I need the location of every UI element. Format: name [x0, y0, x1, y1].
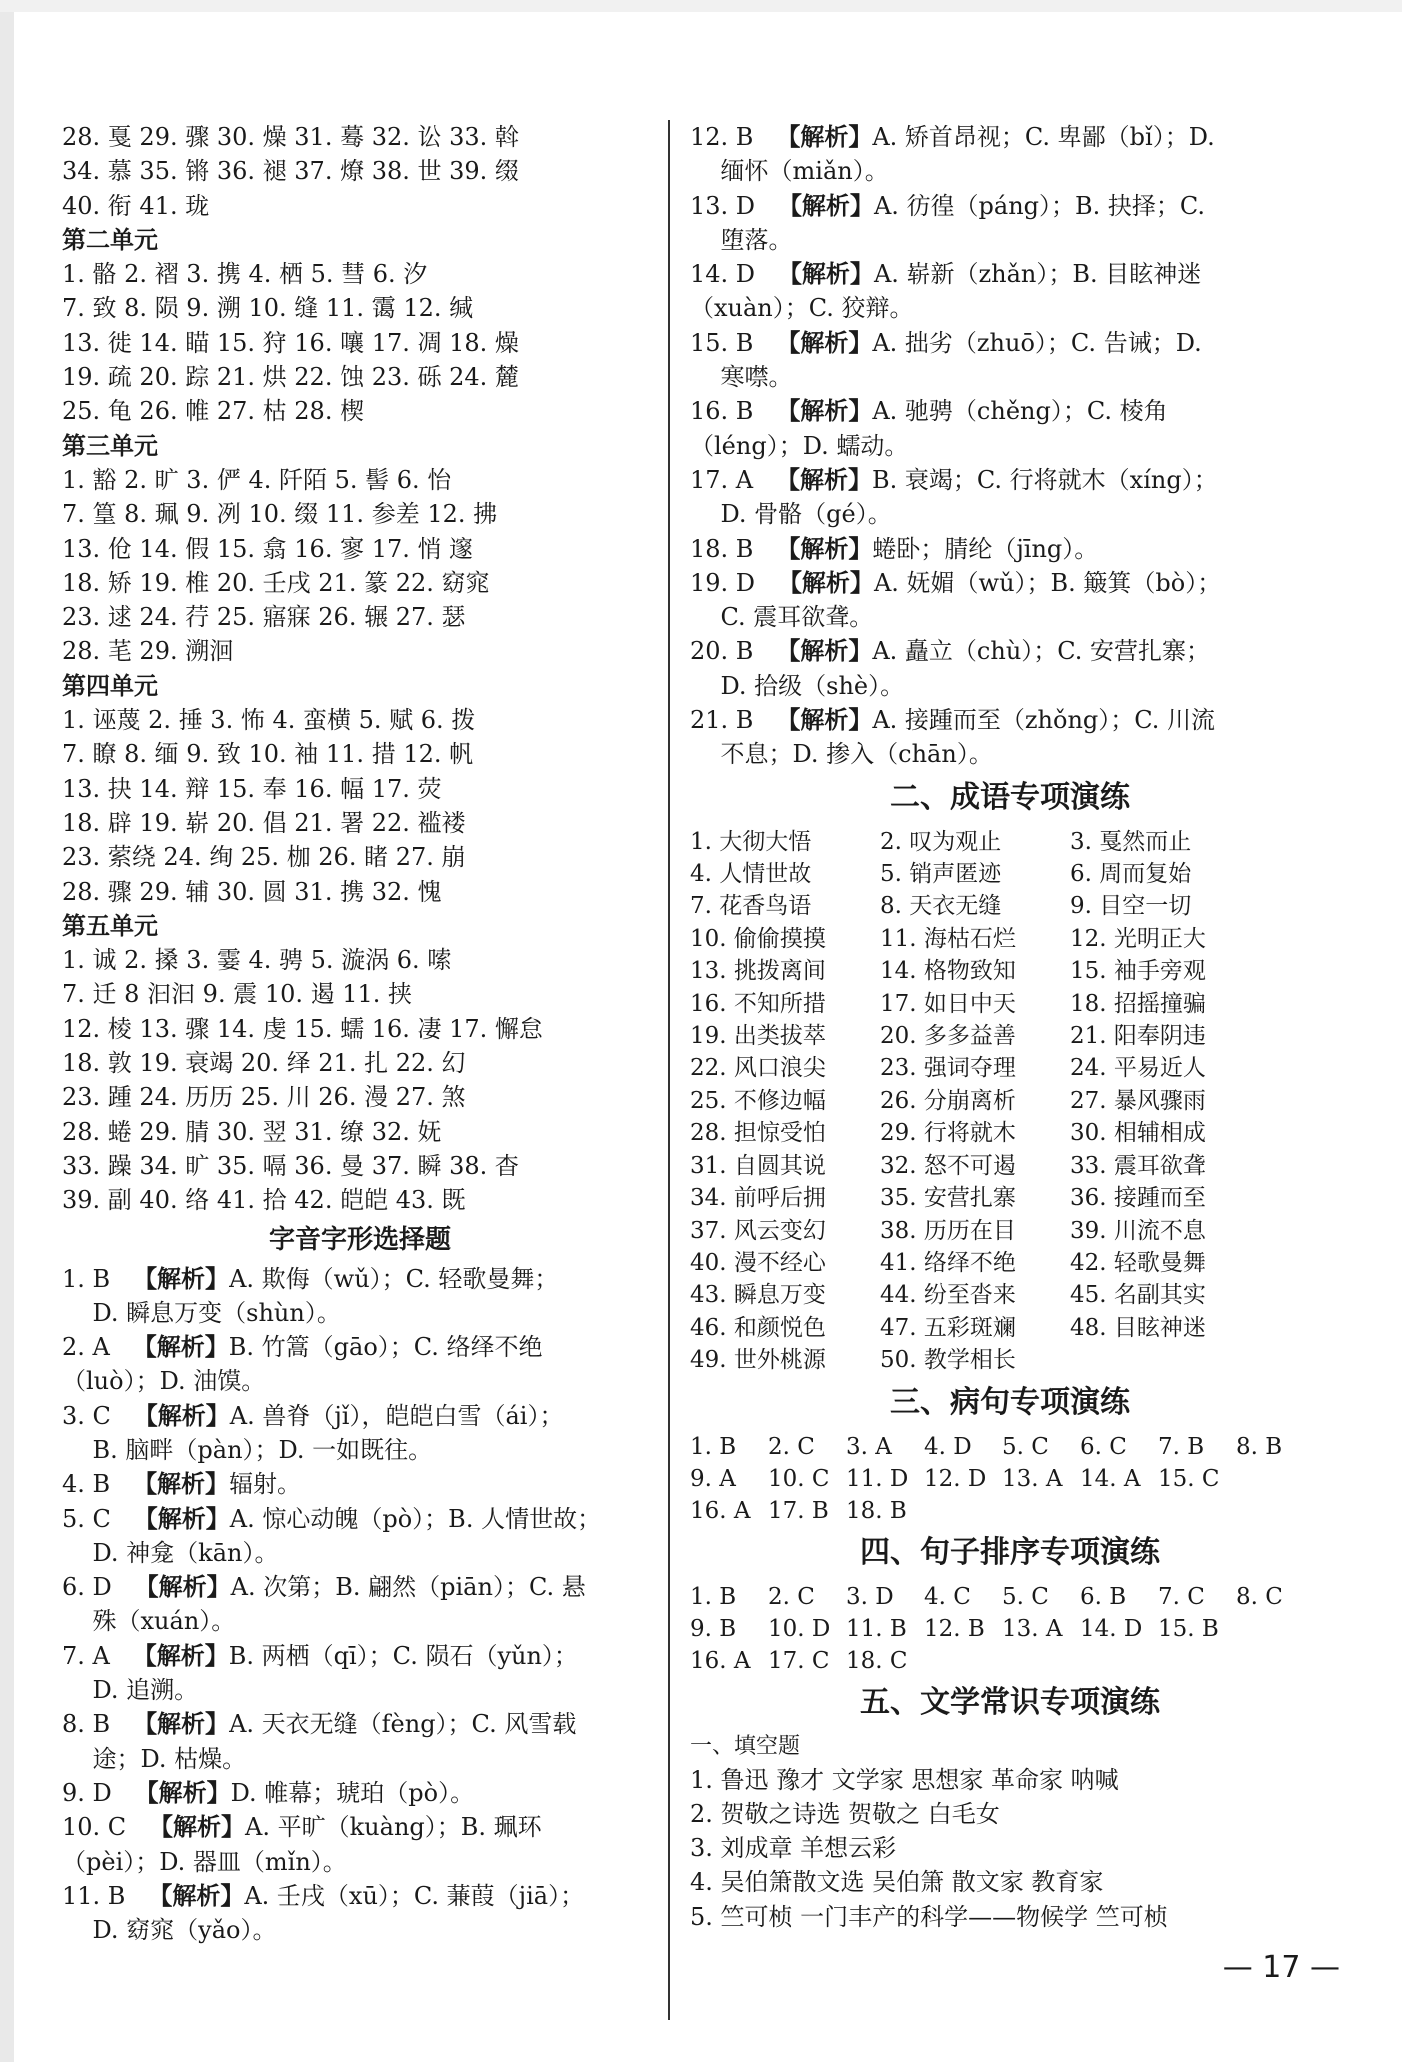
- list-line: 7. 篁 8. 珮 9. 冽 10. 缀 11. 参差 12. 拂: [62, 500, 498, 529]
- list-line: 4. 吴伯箫散文选 吴伯箫 散文家 教育家: [690, 1868, 1104, 1897]
- answer-number: [690, 500, 721, 528]
- list-line: 13. 抉 14. 辩 15. 奉 16. 幅 17. 荧: [62, 774, 442, 803]
- answer-line: [62, 1879, 658, 1913]
- answer-line: [62, 1296, 658, 1330]
- list-line: 28. 戛 29. 骤 30. 燥 31. 蓦 32. 讼 33. 斡: [62, 123, 519, 151]
- analysis-tag: 【解析】: [777, 568, 874, 597]
- answer-number: 15. B: [690, 328, 777, 357]
- answer-line: [62, 1913, 658, 1947]
- answer-item: 9. A: [690, 1465, 736, 1492]
- analysis-text: D. 帷幕；琥珀（pò）。: [230, 1778, 475, 1807]
- idiom-answer: 44. 纷至沓来: [880, 1282, 1016, 1309]
- analysis-tag: 【解析】: [134, 1573, 231, 1602]
- analysis-tag: 【解析】: [776, 637, 873, 666]
- answer-line: [62, 1707, 658, 1741]
- analysis-tag: 【解析】: [777, 260, 874, 289]
- analysis-text: A. 妩媚（wǔ）；B. 簸箕（bò）；: [873, 568, 1222, 597]
- analysis-text: A. 拙劣（zhuō）；C. 告诫；D.: [872, 328, 1202, 357]
- idiom-answer: 6. 周而复始: [1070, 861, 1192, 888]
- idiom-answer: 2. 叹为观止: [880, 828, 1002, 855]
- answer-line: [62, 1845, 658, 1879]
- analysis-tag: 【解析】: [133, 1504, 230, 1533]
- idiom-answer: 40. 漫不经心: [690, 1249, 826, 1276]
- scan-top-shadow: [0, 0, 1402, 12]
- analysis-tag: 【解析】: [133, 1710, 230, 1739]
- answer-item: 1. B: [690, 1433, 737, 1460]
- answer-line: [690, 291, 1330, 325]
- analysis-text: A. 崭新（zhǎn）；B. 目眩神迷: [873, 260, 1202, 289]
- answer-line: [62, 1776, 658, 1810]
- list-line: 7. 迁 8 汩汩 9. 震 10. 遏 11. 挟: [62, 980, 413, 1009]
- analysis-text: 蜷卧；腈纶（jīng）。: [872, 534, 1099, 563]
- idiom-answer: 7. 花香鸟语: [690, 893, 812, 920]
- list-line: 1. 骼 2. 褶 3. 携 4. 栖 5. 彗 6. 汐: [62, 260, 428, 289]
- answer-item: 2. C: [768, 1583, 815, 1610]
- answer-item: 14. A: [1080, 1465, 1141, 1492]
- idiom-answer: 19. 出类拔萃: [690, 1023, 826, 1050]
- idiom-answer: 18. 招摇撞骗: [1070, 990, 1206, 1017]
- answer-item: 5. C: [1002, 1583, 1049, 1610]
- list-line: 13. 伧 14. 假 15. 翕 16. 寥 17. 悄 邃: [62, 534, 474, 563]
- analysis-text: A. 次第；B. 翩然（piān）；C. 悬: [230, 1573, 586, 1602]
- analysis-text: A. 彷徨（páng）；B. 抉择；C.: [873, 191, 1206, 220]
- sentence-order-section-title: 四、句子排序专项演练: [860, 1534, 1160, 1570]
- answer-item: 14. D: [1080, 1615, 1143, 1642]
- analysis-text: B. 两栖（qī）；C. 陨石（yǔn）；: [228, 1641, 578, 1670]
- column-divider: [668, 120, 670, 2020]
- answer-number: 1. B: [62, 1264, 134, 1293]
- unit3-title: 第三单元: [62, 431, 158, 460]
- answer-number: [62, 1916, 93, 1944]
- answer-item: 15. C: [1158, 1465, 1220, 1492]
- analysis-text: B. 脑畔（pàn）；D. 一如既往。: [92, 1435, 433, 1464]
- unit1-tail-list: [62, 120, 658, 223]
- answer-line: [690, 497, 1330, 531]
- list-line: 39. 副 40. 络 41. 拾 42. 皑皑 43. 既: [62, 1186, 466, 1215]
- answer-line: [690, 429, 1330, 463]
- answer-number: 4. B: [62, 1470, 134, 1499]
- idiom-answer: 38. 历历在目: [880, 1217, 1016, 1244]
- idiom-answer: 15. 袖手旁观: [1070, 958, 1206, 985]
- answer-row: [690, 1581, 1330, 1613]
- answer-item: 17. C: [768, 1647, 830, 1674]
- analysis-tag: 【解析】: [134, 1778, 231, 1807]
- answer-number: [690, 157, 721, 185]
- analysis-text: D. 瞬息万变（shùn）。: [92, 1298, 341, 1327]
- list-line: 34. 慕 35. 锵 36. 褪 37. 燎 38. 世 39. 缀: [62, 157, 519, 186]
- answer-number: 11. B: [62, 1881, 149, 1910]
- analysis-text: B. 竹篙（gāo）；C. 络绎不绝: [228, 1333, 543, 1362]
- list-line: 1. 豁 2. 旷 3. 俨 4. 阡陌 5. 髻 6. 怡: [62, 465, 452, 494]
- right-column: [690, 120, 1330, 1934]
- sick-sentence-answer-grid: [690, 1431, 1330, 1527]
- answer-line: [690, 600, 1330, 634]
- answer-number: 6. D: [62, 1573, 135, 1602]
- answer-line: [690, 703, 1330, 737]
- idiom-answer: 45. 名副其实: [1070, 1282, 1206, 1309]
- idiom-answer: 39. 川流不息: [1070, 1217, 1206, 1244]
- answer-line: [690, 257, 1330, 291]
- answer-number: 3. C: [62, 1401, 134, 1430]
- idiom-answer: 36. 接踵而至: [1070, 1185, 1206, 1212]
- analysis-text: 辐射。: [229, 1470, 302, 1499]
- answer-number: [62, 1539, 93, 1567]
- answer-number: 5. C: [62, 1504, 134, 1533]
- sick-sentence-section-title: 三、病句专项演练: [890, 1384, 1130, 1420]
- answer-item: 18. C: [846, 1647, 908, 1674]
- answer-number: 9. D: [62, 1778, 135, 1807]
- analysis-text: A. 驰骋（chěng）；C. 棱角: [872, 397, 1168, 426]
- idiom-answer: 34. 前呼后拥: [690, 1185, 826, 1212]
- analysis-text: 途；D. 枯燥。: [92, 1744, 247, 1773]
- analysis-tag: 【解析】: [133, 1264, 230, 1293]
- idiom-answer: 5. 销声匿迹: [880, 861, 1002, 888]
- idiom-answer: 17. 如日中天: [880, 990, 1016, 1017]
- answer-item: 18. B: [846, 1497, 907, 1524]
- analysis-text: A. 欺侮（wǔ）；C. 轻歌曼舞；: [229, 1264, 559, 1293]
- answer-row: [690, 1645, 1330, 1677]
- list-line: 3. 刘成章 羊想云彩: [690, 1834, 897, 1863]
- analysis-text: （pèi）；D. 器皿（mǐn）。: [62, 1847, 347, 1876]
- list-line: 18. 矫 19. 椎 20. 壬戌 21. 篆 22. 窈窕: [62, 568, 490, 597]
- idiom-answer: 35. 安营扎寨: [880, 1185, 1016, 1212]
- idiom-answer: 1. 大彻大悟: [690, 828, 812, 855]
- analysis-text: 殊（xuán）。: [92, 1607, 236, 1636]
- answer-line: [690, 634, 1330, 668]
- idiom-answer: 47. 五彩斑斓: [880, 1314, 1016, 1341]
- answer-number: [690, 672, 721, 700]
- analysis-text: 不息；D. 掺入（chān）。: [720, 740, 993, 769]
- idiom-answer: 22. 风口浪尖: [690, 1055, 826, 1082]
- answer-line: [690, 154, 1330, 188]
- page-number: — 17 —: [1222, 1950, 1340, 1985]
- answer-item: 16. A: [690, 1497, 751, 1524]
- analysis-tag: 【解析】: [149, 1813, 246, 1842]
- list-line: 18. 辟 19. 崭 20. 倡 21. 署 22. 褴褛: [62, 808, 466, 837]
- idiom-answer: 9. 目空一切: [1070, 893, 1192, 920]
- answer-number: [690, 363, 721, 391]
- analysis-tag: 【解析】: [132, 1641, 229, 1670]
- answer-item: 7. B: [1158, 1433, 1205, 1460]
- unit5-list: [62, 943, 658, 1217]
- answer-line: [62, 1742, 658, 1776]
- analysis-text: A. 矗立（chù）；C. 安营扎寨；: [872, 637, 1211, 666]
- idiom-answer: 10. 偷偷摸摸: [690, 925, 826, 952]
- list-line: 12. 棱 13. 骤 14. 虔 15. 蠕 16. 凄 17. 懈怠: [62, 1014, 543, 1043]
- answer-number: [62, 1299, 93, 1327]
- idiom-answer: 37. 风云变幻: [690, 1217, 826, 1244]
- list-line: 28. 蜷 29. 腈 30. 翌 31. 缭 32. 妩: [62, 1117, 442, 1146]
- analysis-text: 缅怀（miǎn）。: [720, 157, 889, 186]
- idiom-answer: 49. 世外桃源: [690, 1347, 826, 1374]
- idiom-answer: 26. 分崩离析: [880, 1087, 1016, 1114]
- list-line: 7. 瞭 8. 缅 9. 致 10. 袖 11. 措 12. 帆: [62, 740, 474, 769]
- idiom-answer: 23. 强词夺理: [880, 1055, 1016, 1082]
- analysis-text: B. 衰竭；C. 行将就木（xíng）；: [872, 465, 1218, 494]
- list-line: 18. 敦 19. 衰竭 20. 绎 21. 扎 22. 幻: [62, 1049, 466, 1078]
- idiom-answer: 43. 瞬息万变: [690, 1282, 826, 1309]
- answer-number: [690, 603, 721, 631]
- idiom-section-title: 二、成语专项演练: [890, 779, 1130, 815]
- answer-number: [690, 226, 721, 254]
- answer-item: 3. D: [846, 1583, 894, 1610]
- answer-item: 4. D: [924, 1433, 972, 1460]
- analysis-text: C. 震耳欲聋。: [720, 603, 874, 632]
- answer-number: [690, 740, 721, 768]
- analysis-tag: 【解析】: [776, 534, 873, 563]
- idiom-answer: 28. 担惊受怕: [690, 1120, 826, 1147]
- answer-item: 1. B: [690, 1583, 737, 1610]
- answer-item: 6. C: [1080, 1433, 1127, 1460]
- answer-number: 18. B: [690, 534, 777, 563]
- idiom-answer: 48. 目眩神迷: [1070, 1314, 1206, 1341]
- unit2-title: 第二单元: [62, 225, 158, 254]
- idiom-answer: 25. 不修边幅: [690, 1087, 826, 1114]
- left-column: [62, 120, 658, 1947]
- list-line: 1. 诬蔑 2. 捶 3. 怖 4. 蛮横 5. 赋 6. 拨: [62, 706, 476, 735]
- answer-line: [690, 326, 1330, 360]
- answer-item: 3. A: [846, 1433, 892, 1460]
- answer-item: 10. D: [768, 1615, 831, 1642]
- answer-item: 5. C: [1002, 1433, 1049, 1460]
- answer-line: [62, 1467, 658, 1501]
- answer-item: 8. B: [1236, 1433, 1283, 1460]
- idiom-answer: 8. 天衣无缝: [880, 893, 1002, 920]
- idiom-answer: 11. 海枯石烂: [880, 925, 1016, 952]
- analysis-text: （xuàn）；C. 狡辩。: [690, 294, 914, 323]
- answer-item: 16. A: [690, 1647, 751, 1674]
- idiom-answer: 33. 震耳欲聋: [1070, 1152, 1206, 1179]
- answer-item: 13. A: [1002, 1615, 1063, 1642]
- answer-row: [690, 1495, 1330, 1527]
- answer-number: 12. B: [690, 123, 777, 151]
- idiom-answer: 30. 相辅相成: [1070, 1120, 1206, 1147]
- analysis-tag: 【解析】: [132, 1333, 229, 1362]
- literature-section-title: 五、文学常识专项演练: [860, 1684, 1160, 1720]
- sentence-order-answer-grid: [690, 1581, 1330, 1677]
- answer-item: 9. B: [690, 1615, 737, 1642]
- selection-section-title: 字音字形选择题: [268, 1224, 451, 1255]
- idiom-answer: 41. 络绎不绝: [880, 1249, 1016, 1276]
- idiom-answer: 3. 戛然而止: [1070, 828, 1192, 855]
- analysis-text: 寒噤。: [720, 363, 793, 392]
- analysis-text: D. 追溯。: [92, 1676, 199, 1705]
- answer-item: 7. C: [1158, 1583, 1205, 1610]
- idiom-answer: 20. 多多益善: [880, 1023, 1016, 1050]
- answer-line: [62, 1604, 658, 1638]
- list-line: 23. 萦绕 24. 绚 25. 枷 26. 睹 27. 崩: [62, 843, 466, 872]
- answer-line: [62, 1639, 658, 1673]
- answer-line: [690, 189, 1330, 223]
- list-line: 28. 芼 29. 溯洄: [62, 637, 234, 666]
- answer-line: [690, 669, 1330, 703]
- analysis-text: D. 神龛（kān）。: [92, 1538, 279, 1567]
- answer-item: 6. B: [1080, 1583, 1127, 1610]
- list-line: 13. 徙 14. 瞄 15. 狩 16. 嚷 17. 凋 18. 燥: [62, 328, 519, 357]
- answer-number: 8. B: [62, 1710, 134, 1739]
- fill-blank-heading: 一、填空题: [690, 1733, 801, 1759]
- answer-line: [62, 1364, 658, 1398]
- idiom-answer: 14. 格物致知: [880, 958, 1016, 985]
- list-line: 7. 致 8. 陨 9. 溯 10. 缝 11. 霭 12. 缄: [62, 294, 474, 323]
- analysis-text: A. 接踵而至（zhǒng）；C. 川流: [872, 706, 1216, 735]
- answer-line: [62, 1399, 658, 1433]
- answer-line: [62, 1810, 658, 1844]
- idiom-answer: 29. 行将就木: [880, 1120, 1016, 1147]
- analysis-text: A. 兽脊（jǐ），皑皑白雪（ái）；: [229, 1401, 564, 1430]
- analysis-text: D. 拾级（shè）。: [720, 671, 905, 700]
- idiom-answer: 31. 自圆其说: [690, 1152, 826, 1179]
- analysis-text: 堕落。: [720, 225, 793, 254]
- answer-item: 11. D: [846, 1465, 909, 1492]
- answer-row: [690, 1463, 1330, 1495]
- answer-number: 14. D: [690, 260, 778, 289]
- analysis-text: A. 壬戌（xū）；C. 蒹葭（jiā）；: [244, 1881, 585, 1910]
- answer-item: 13. A: [1002, 1465, 1063, 1492]
- analysis-text: D. 窈窕（yǎo）。: [92, 1916, 277, 1945]
- answer-number: 16. B: [690, 397, 777, 426]
- answer-item: 8. C: [1236, 1583, 1283, 1610]
- answer-number: [62, 1745, 93, 1773]
- answer-item: 4. C: [924, 1583, 971, 1610]
- list-line: 5. 竺可桢 一门丰产的科学——物候学 竺可桢: [690, 1902, 1168, 1931]
- answer-number: [62, 1676, 93, 1704]
- answer-line: [62, 1262, 658, 1296]
- list-line: 23. 踵 24. 历历 25. 川 26. 漫 27. 煞: [62, 1083, 466, 1112]
- answer-number: 17. A: [690, 465, 777, 494]
- analysis-tag: 【解析】: [776, 328, 873, 357]
- list-line: 25. 龟 26. 帷 27. 枯 28. 楔: [62, 397, 365, 426]
- list-line: 2. 贺敬之诗选 贺敬之 白毛女: [690, 1799, 1000, 1828]
- analysis-tag: 【解析】: [148, 1881, 245, 1910]
- answer-row: [690, 1613, 1330, 1645]
- answer-item: 15. B: [1158, 1615, 1219, 1642]
- idiom-answer-grid: [690, 826, 1330, 1377]
- answer-number: [62, 1436, 93, 1464]
- list-line: 19. 疏 20. 踪 21. 烘 22. 蚀 23. 砾 24. 麓: [62, 363, 519, 392]
- list-line: 1. 鲁迅 豫才 文学家 思想家 革命家 呐喊: [690, 1765, 1119, 1794]
- answer-number: [62, 1607, 93, 1635]
- idiom-answer: 27. 暴风骤雨: [1070, 1087, 1206, 1114]
- answer-item: 2. C: [768, 1433, 815, 1460]
- idiom-answer: 21. 阳奉阴违: [1070, 1023, 1206, 1050]
- answer-line: [690, 394, 1330, 428]
- idiom-answer: 46. 和颜悦色: [690, 1314, 826, 1341]
- analysis-tag: 【解析】: [133, 1401, 230, 1430]
- idiom-answer: 16. 不知所措: [690, 990, 826, 1017]
- analysis-text: D. 骨骼（gé）。: [720, 500, 892, 529]
- answer-number: 10. C: [62, 1813, 150, 1842]
- answer-line: [690, 223, 1330, 257]
- list-line: 23. 逑 24. 荇 25. 寤寐 26. 辗 27. 瑟: [62, 603, 466, 632]
- answer-line: [690, 532, 1330, 566]
- answer-line: [62, 1330, 658, 1364]
- analysis-tag: 【解析】: [776, 123, 873, 151]
- idiom-answer: 12. 光明正大: [1070, 925, 1206, 952]
- answer-row: [690, 1431, 1330, 1463]
- answer-line: [690, 463, 1330, 497]
- analysis-text: A. 惊心动魄（pò）；B. 人情世故；: [229, 1504, 602, 1533]
- analysis-text: A. 矫首昂视；C. 卑鄙（bǐ）；D.: [872, 123, 1215, 151]
- unit4-list: [62, 703, 658, 909]
- answer-line: [62, 1536, 658, 1570]
- answer-line: [62, 1502, 658, 1536]
- analysis-tag: 【解析】: [776, 465, 873, 494]
- unit4-title: 第四单元: [62, 671, 158, 700]
- unit5-title: 第五单元: [62, 911, 158, 940]
- answer-number: 13. D: [690, 191, 778, 220]
- analysis-tag: 【解析】: [776, 397, 873, 426]
- answer-line: [62, 1433, 658, 1467]
- answer-number: 7. A: [62, 1641, 133, 1670]
- answer-line: [690, 360, 1330, 394]
- list-line: 28. 骤 29. 辅 30. 圆 31. 携 32. 愧: [62, 877, 442, 906]
- idiom-answer: 24. 平易近人: [1070, 1055, 1206, 1082]
- list-line: 1. 诚 2. 搡 3. 霎 4. 骋 5. 漩涡 6. 嗦: [62, 946, 452, 975]
- analysis-text: （luò）；D. 油馍。: [62, 1367, 266, 1396]
- answer-line: [690, 120, 1330, 154]
- analysis-text: A. 平旷（kuàng）；B. 珮环: [245, 1813, 542, 1842]
- analysis-text: （léng）；D. 蠕动。: [690, 431, 909, 460]
- idiom-answer: 42. 轻歌曼舞: [1070, 1249, 1206, 1276]
- answer-line: [690, 566, 1330, 600]
- selection-answer-list: [62, 1262, 658, 1948]
- answer-item: 12. B: [924, 1615, 985, 1642]
- answer-number: 20. B: [690, 637, 777, 666]
- analysis-tag: 【解析】: [777, 191, 874, 220]
- unit2-list: [62, 257, 658, 428]
- analysis-tag: 【解析】: [776, 706, 873, 735]
- idiom-answer: 50. 教学相长: [880, 1347, 1016, 1374]
- answer-line: [690, 737, 1330, 771]
- list-line: 40. 衔 41. 珑: [62, 191, 210, 220]
- selection-answer-list-continued: [690, 120, 1330, 772]
- idiom-answer: 13. 挑拨离间: [690, 958, 826, 985]
- answer-item: 11. B: [846, 1615, 907, 1642]
- answer-line: [62, 1673, 658, 1707]
- unit3-list: [62, 463, 658, 669]
- scan-edge-shadow: [0, 0, 14, 2062]
- list-line: 33. 躁 34. 旷 35. 嗝 36. 曼 37. 瞬 38. 杳: [62, 1151, 519, 1180]
- answer-item: 10. C: [768, 1465, 830, 1492]
- analysis-text: A. 天衣无缝（fèng）；C. 风雪载: [229, 1710, 577, 1739]
- idiom-answer: 32. 怒不可遏: [880, 1152, 1016, 1179]
- idiom-answer: 4. 人情世故: [690, 861, 812, 888]
- answer-number: 21. B: [690, 706, 777, 735]
- fill-blank-list: [690, 1763, 1330, 1934]
- answer-item: 17. B: [768, 1497, 829, 1524]
- answer-line: [62, 1570, 658, 1604]
- analysis-tag: 【解析】: [133, 1470, 230, 1499]
- answer-item: 12. D: [924, 1465, 987, 1492]
- answer-number: 19. D: [690, 568, 778, 597]
- answer-number: 2. A: [62, 1333, 133, 1362]
